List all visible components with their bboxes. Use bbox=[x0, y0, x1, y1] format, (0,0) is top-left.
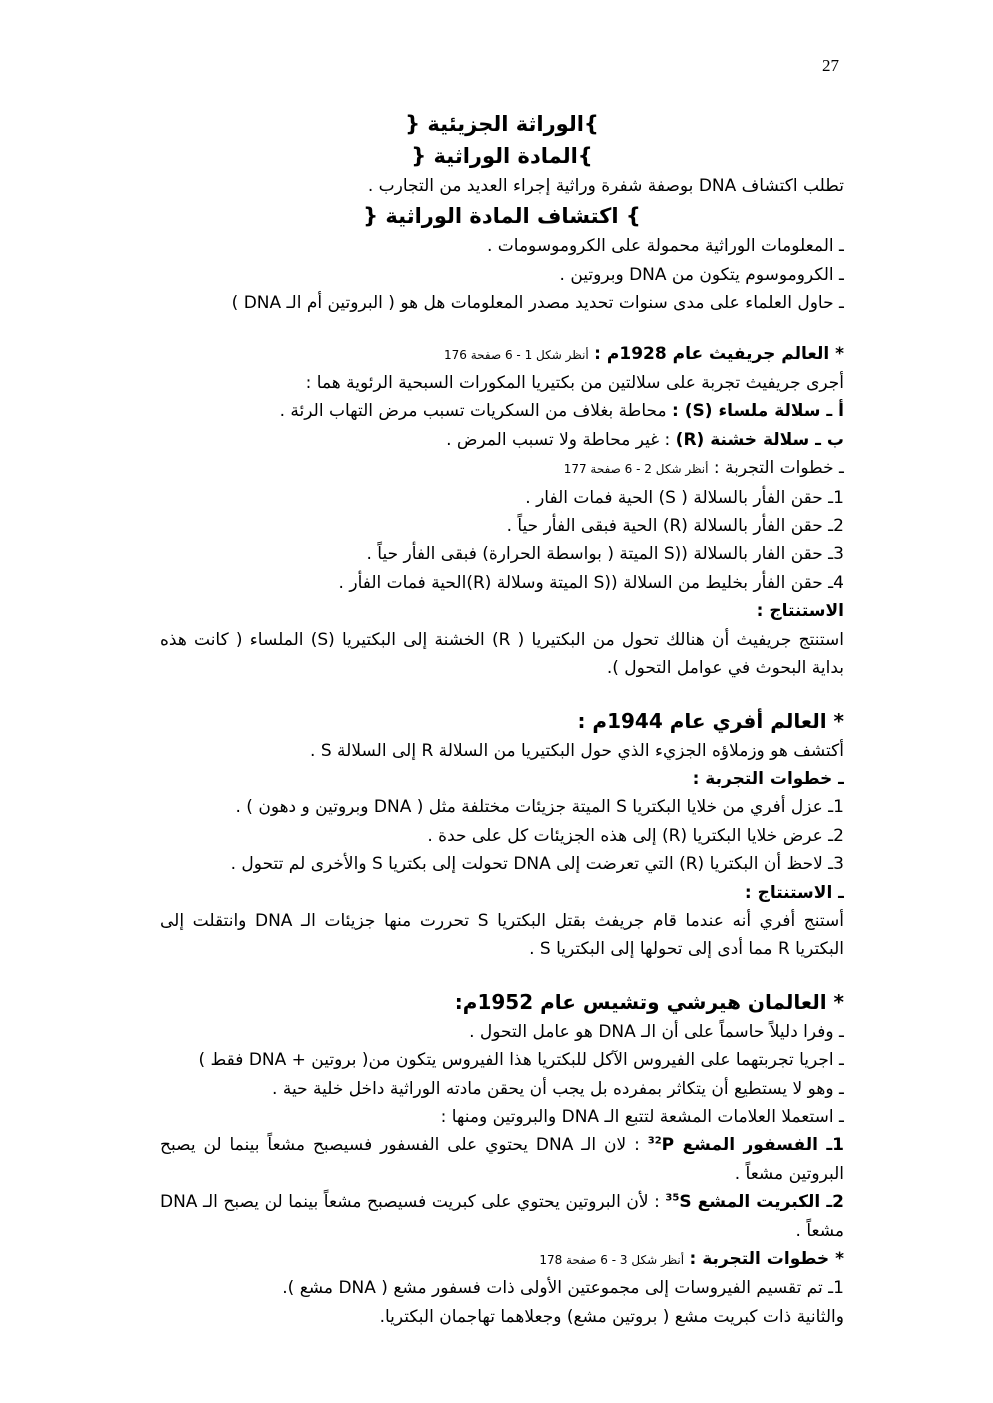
sulfur-mass-number: 35 bbox=[665, 1192, 680, 1204]
griffith-steps-heading bbox=[160, 454, 844, 483]
strain-s-line bbox=[160, 397, 844, 425]
griffith-step: 3ـ حقن الفار بالسلالة ((S الميتة ( بواسطة الحرارة) فبقى الفأر حياً . bbox=[366, 544, 844, 565]
hershey-steps-heading bbox=[160, 1245, 844, 1274]
avery-intro: أكتشف هو وزملاؤه الجزيء الذي حول البكتيريا من السلالة R إلى السلالة S . bbox=[310, 740, 844, 761]
avery-conclusion-text: أستنج أفري أنه عندما قام جريفث بقتل البكتريا S تحررت منها جزيئات الـ DNA وانتقلت إلى البكتريا R مما أدى إلى تحولها إلى البكتريا S . bbox=[160, 910, 844, 960]
strain-s-label: أ ـ سلالة ملساء (S) : bbox=[672, 401, 844, 422]
hershey-bullet: ـ وهو لا يستطيع أن يتكاثر بمفرده بل يجب أن يحقن مادته الوراثية داخل خلية حية . bbox=[272, 1078, 844, 1099]
phosphorus-label: 1ـ الفسفور المشع $^{32}$P bbox=[647, 1135, 844, 1156]
avery-step: 1ـ عزل أفري من خلايا البكتريا S الميتة جزيئات مختلفة مثل ( DNA وبروتين و دهون ) . bbox=[235, 797, 844, 818]
subtitle: }المادة الوراثية { bbox=[411, 144, 593, 168]
strain-r-label: ب ـ سلالة خشنة (R) bbox=[675, 429, 844, 450]
strain-s-text: محاطة بغلاف من السكريات تسبب مرض التهاب الرئة . bbox=[279, 401, 667, 422]
strain-r-text: : غير محاطة ولا تسبب المرض . bbox=[446, 429, 671, 450]
griffith-intro: أجرى جريفيث تجربة على سلالتين من بكتيريا المكورات السبحية الرئوية هما : bbox=[305, 373, 844, 394]
page-number: 27 bbox=[822, 56, 839, 75]
hershey-steps-label: * خطوات التجربة : bbox=[689, 1249, 844, 1269]
bullet-line: ـ الكروموسوم يتكون من DNA وبروتين . bbox=[559, 264, 844, 285]
griffith-conclusion-label: الاستنتاج : bbox=[756, 601, 844, 622]
sulfur-item bbox=[160, 1188, 844, 1245]
intro-paragraph: تطلب اكتشاف DNA بوصفة شفرة وراثية إجراء العديد من التجارب . bbox=[367, 176, 844, 196]
hershey-steps-ref: أنظر شكل 3 - 6 صفحة 178 bbox=[539, 1253, 685, 1267]
griffith-step: 1ـ حقن الفأر بالسلالة ( S) الحية فمات الفار . bbox=[525, 487, 844, 508]
griffith-steps-ref: أنظر شكل 2 - 6 صفحة 177 bbox=[563, 462, 709, 477]
avery-step: 3ـ لاحظ أن البكتريا (R) التي تعرضت إلى DNA تحولت إلى بكتريا S والأخرى لم تتحول . bbox=[230, 854, 844, 875]
hershey-bullet: ـ وفرا دليلاً حاسماً على أن الـ DNA هو عامل التحول . bbox=[469, 1021, 844, 1042]
griffith-figure-ref: أنظر شكل 1 - 6 صفحة 176 bbox=[443, 347, 589, 362]
hershey-chase-heading: * العالمان هيرشي وتشيس عام 1952م: bbox=[454, 989, 844, 1014]
sulfur-text: : لأن البروتين يحتوي على كبريت فسيصبح مشعاً بينما لن يصبح الـ DNA مشعاً . bbox=[160, 1192, 844, 1241]
phosphorus-item bbox=[160, 1131, 844, 1188]
strain-r-line bbox=[160, 426, 844, 454]
bullet-line: ـ المعلومات الوراثية محمولة على الكروموسومات . bbox=[486, 236, 844, 257]
section-title-discovery: } اكتشاف المادة الوراثية { bbox=[363, 204, 641, 229]
hershey-bullet: ـ اجريا تجربتهما على الفيروس الآكل للبكتريا هذا الفيروس يتكون من( بروتين + DNA فقط ) bbox=[198, 1050, 844, 1071]
phosphorus-text: : لان الـ DNA يحتوي على الفسفور فسيصبح مشعاً بينما لن يصبح البروتين مشعاً . bbox=[160, 1135, 844, 1184]
avery-heading: * العالم أفري عام 1944م : bbox=[577, 708, 844, 733]
hershey-step: والثانية ذات كبريت مشع ( بروتين مشع) وجعلاهما تهاجمان البكتريا. bbox=[379, 1306, 844, 1327]
griffith-step: 4ـ حقن الفأر بخليط من السلالة ((S الميتة وسلالة (R)الحية فمات الفأر . bbox=[338, 572, 844, 593]
hershey-bullet: ـ استعملا العلامات المشعة لتتبع الـ DNA والبروتين ومنها : bbox=[440, 1106, 844, 1127]
griffith-conclusion-text: استنتج جريفيث أن هنالك تحول من البكتيريا ( R) الخشنة إلى البكتيريا (S) الملساء ( كانت هذه بداية البحوث في عوامل التحول ). bbox=[160, 629, 844, 679]
main-title: }الوراثة الجزيئية { bbox=[405, 112, 599, 136]
phosphorus-mass-number: 32 bbox=[647, 1135, 662, 1147]
avery-conclusion-label: ـ الاستنتاج : bbox=[744, 882, 844, 903]
griffith-heading-line bbox=[160, 340, 844, 369]
griffith-step: 2ـ حقن الفأر بالسلالة (R) الحية فبقى الفأر حياً . bbox=[506, 516, 844, 537]
document-body bbox=[160, 108, 844, 1331]
bullet-line: ـ حاول العلماء على مدى سنوات تحديد مصدر المعلومات هل هو ( البروتين أم الـ DNA ) bbox=[231, 293, 844, 314]
griffith-heading: * العالم جريفيث عام 1928م : bbox=[594, 343, 844, 364]
avery-step: 2ـ عرض خلايا البكتريا (R) إلى هذه الجزيئات كل على حدة . bbox=[427, 825, 844, 846]
hershey-step: 1ـ تم تقسيم الفيروسات إلى مجموعتين الأولى ذات فسفور مشع ( DNA مشع ). bbox=[282, 1278, 844, 1299]
avery-steps-label: ـ خطوات التجربة : bbox=[692, 768, 844, 789]
griffith-steps-label: ـ خطوات التجربة : bbox=[713, 458, 844, 479]
sulfur-label: 2ـ الكبريت المشع $^{35}$S bbox=[665, 1192, 844, 1213]
